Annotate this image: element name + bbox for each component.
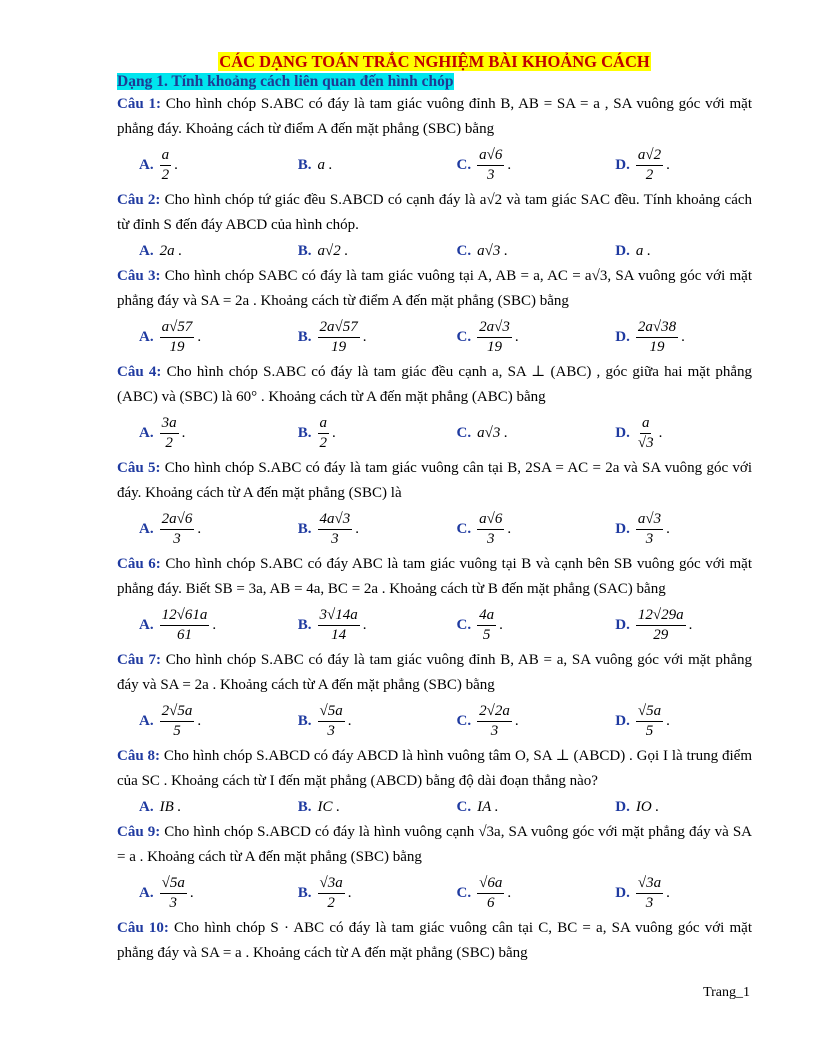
option-letter: D. [615, 884, 630, 901]
fraction [160, 414, 179, 453]
answer-option[interactable] [593, 318, 752, 357]
page-title: CÁC DẠNG TOÁN TRẮC NGHIỆM BÀI KHOẢNG CÁCH [219, 52, 650, 71]
answer-option[interactable] [593, 874, 752, 913]
fraction [318, 318, 360, 357]
answer-option[interactable] [593, 702, 752, 741]
period: . [332, 424, 336, 441]
period: . [181, 424, 186, 441]
answer-options [117, 410, 752, 456]
answer-options [117, 314, 752, 360]
numerator: a√6 [477, 146, 504, 166]
option-letter: A. [139, 520, 154, 537]
fraction [318, 874, 345, 913]
denominator: 3 [173, 530, 181, 547]
numerator: √5a [160, 874, 187, 894]
numerator: 2√5a [160, 702, 195, 722]
answer-option[interactable] [117, 606, 276, 645]
period: . [197, 328, 202, 345]
question-block [117, 360, 752, 456]
option-letter: A. [139, 884, 154, 901]
numerator: √3a [318, 874, 345, 894]
period: . [507, 884, 512, 901]
question-block [117, 648, 752, 744]
answer-option[interactable] [117, 414, 276, 453]
question-body: Cho hình chóp S.ABC có đáy là tam giác đều cạnh a, SA ⊥ (ABC) , góc giữa hai mặt phẳng (ABC) và (SBC) là 60° . Khoảng cách từ A đến mặt phẳng (ABC) bằng [117, 364, 753, 405]
option-letter: D. [615, 520, 630, 537]
question-block [117, 744, 752, 820]
option-value: a . [635, 242, 651, 259]
numerator: a√2 [636, 146, 663, 166]
option-letter: B. [297, 798, 312, 815]
period: . [514, 712, 519, 729]
answer-option[interactable] [435, 243, 594, 260]
period: . [666, 520, 670, 537]
numerator: 2√2a [477, 702, 512, 722]
fraction [160, 874, 187, 913]
option-letter: B. [297, 242, 312, 259]
fraction [160, 318, 195, 357]
option-letter: A. [139, 712, 154, 729]
question-label: Câu 1: [117, 96, 161, 112]
answer-option[interactable] [276, 318, 435, 357]
denominator: 29 [653, 626, 669, 643]
fraction [477, 510, 504, 549]
option-letter: C. [456, 520, 472, 537]
numerator: 4a [477, 606, 496, 626]
option-letter: D. [615, 712, 630, 729]
answer-option[interactable] [117, 243, 276, 260]
question-block [117, 92, 752, 188]
answer-options [117, 698, 752, 744]
period: . [507, 156, 512, 173]
period: . [362, 328, 367, 345]
option-value: a√3 . [477, 424, 508, 441]
option-letter: B. [297, 616, 312, 633]
denominator: 2 [161, 166, 170, 183]
fraction [477, 702, 512, 741]
fraction [477, 146, 504, 185]
answer-option[interactable] [435, 874, 594, 913]
option-letter: C. [456, 616, 472, 633]
numerator: a [640, 414, 652, 434]
question-body: Cho hình chóp SABC có đáy là tam giác vuông tại A, AB = a, AC = a√3, SA vuông góc với mặt phẳng đáy và SA = 2a . Khoảng cách từ điểm A đến mặt phẳng (SBC) bằng [117, 268, 752, 309]
period: . [197, 520, 202, 537]
fraction [636, 318, 678, 357]
fraction [318, 702, 345, 741]
answer-option[interactable] [593, 510, 752, 549]
answer-option[interactable] [276, 874, 435, 913]
question-body: Cho hình chóp S.ABCD có đáy ABCD là hình vuông tâm O, SA ⊥ (ABCD) . Gọi I là trung điểm của SC . Khoảng cách từ I đến mặt phẳng (ABCD) bằng độ dài đoạn thẳng nào? [117, 748, 753, 789]
period: . [174, 156, 178, 173]
denominator: 5 [645, 722, 654, 739]
question-text [117, 188, 752, 238]
question-text [117, 648, 752, 698]
denominator: 2 [319, 434, 328, 451]
fraction [160, 606, 210, 645]
period: . [666, 156, 670, 173]
answer-options [117, 238, 752, 264]
period: . [681, 328, 685, 345]
question-label: Câu 4: [117, 364, 162, 380]
numerator: √6a [477, 874, 504, 894]
denominator: 14 [331, 626, 347, 643]
fraction [160, 510, 195, 549]
fraction [636, 414, 656, 453]
fraction [636, 146, 663, 185]
numerator: 3a [160, 414, 179, 434]
fraction [318, 414, 330, 453]
numerator: a [160, 146, 172, 166]
option-letter: C. [456, 424, 472, 441]
question-label: Câu 5: [117, 460, 161, 476]
answer-option[interactable] [117, 510, 276, 549]
period: . [514, 328, 519, 345]
denominator: 2 [165, 434, 173, 451]
answer-option[interactable] [435, 702, 594, 741]
numerator: 2a√57 [318, 318, 360, 338]
option-letter: A. [139, 156, 154, 173]
question-text [117, 456, 752, 506]
answer-option[interactable] [276, 510, 435, 549]
numerator: 2a√6 [160, 510, 195, 530]
question-label: Câu 3: [117, 268, 161, 284]
answer-options [117, 870, 752, 916]
denominator: 3 [331, 530, 339, 547]
option-value: IB . [159, 798, 182, 815]
denominator: 3 [490, 722, 499, 739]
denominator: 2 [645, 166, 654, 183]
denominator: 3 [645, 894, 654, 911]
option-letter: B. [297, 884, 312, 901]
numerator: 2a√38 [636, 318, 678, 338]
period: . [355, 520, 359, 537]
answer-option[interactable] [276, 702, 435, 741]
option-letter: D. [615, 798, 630, 815]
option-letter: C. [456, 328, 472, 345]
option-letter: A. [139, 242, 154, 259]
answer-option[interactable] [593, 799, 752, 816]
option-value: IA . [477, 798, 499, 815]
question-body: Cho hình chóp S · ABC có đáy là tam giác vuông cân tại C, BC = a, SA vuông góc với mặt phẳng đáy và SA = a . Khoảng cách từ A đến mặt phẳng (SBC) bằng [117, 920, 752, 961]
denominator: 5 [173, 722, 181, 739]
answer-option[interactable] [435, 606, 594, 645]
option-value: a√3 . [477, 242, 508, 259]
question-block [117, 188, 752, 264]
question-text [117, 92, 752, 142]
question-block [117, 264, 752, 360]
answer-option[interactable] [117, 318, 276, 357]
question-body: Cho hình chóp S.ABC có đáy ABC là tam giác vuông tại B và cạnh bên SB vuông góc với mặt phẳng đáy. Biết SB = 3a, AB = 4a, BC = 2a . Khoảng cách từ B đến mặt phẳng (SAC) bằng [117, 556, 752, 597]
question-body: Cho hình chóp S.ABCD có đáy là hình vuông cạnh √3a, SA vuông góc với mặt phẳng đáy và SA = a . Khoảng cách từ A đến mặt phẳng (SBC) bằng [117, 824, 753, 865]
denominator: 3 [169, 894, 177, 911]
option-letter: D. [615, 242, 630, 259]
section-heading: Dạng 1. Tính khoảng cách liên quan đến hình chóp [117, 73, 454, 90]
page-footer: Trang_1 [703, 985, 750, 1000]
option-letter: C. [456, 156, 472, 173]
question-block [117, 456, 752, 552]
option-letter: C. [456, 712, 472, 729]
period: . [347, 712, 352, 729]
denominator: 3 [645, 530, 654, 547]
option-letter: A. [139, 616, 154, 633]
answer-option[interactable] [117, 702, 276, 741]
numerator: 4a√3 [318, 510, 353, 530]
option-letter: B. [297, 156, 312, 173]
question-label: Câu 9: [117, 824, 161, 840]
question-body: Cho hình chóp S.ABC có đáy là tam giác vuông đỉnh B, AB = a, SA vuông góc với mặt phẳng đáy và SA = 2a . Khoảng cách từ A đến mặt phẳng (SBC) bằng [117, 652, 753, 693]
option-value: IO . [635, 798, 660, 815]
answer-options [117, 506, 752, 552]
answer-options [117, 602, 752, 648]
answer-option[interactable] [593, 606, 752, 645]
question-label: Câu 7: [117, 652, 161, 668]
denominator: 3 [486, 166, 495, 183]
option-value: IC . [317, 798, 341, 815]
numerator: √5a [318, 702, 345, 722]
numerator: a√3 [636, 510, 663, 530]
answer-option[interactable] [593, 414, 752, 453]
fraction [477, 874, 504, 913]
answer-options [117, 142, 752, 188]
option-letter: A. [139, 424, 154, 441]
option-letter: A. [139, 328, 154, 345]
option-letter: B. [297, 520, 312, 537]
question-body: Cho hình chóp tứ giác đều S.ABCD có cạnh đáy là a√2 và tam giác SAC đều. Tính khoảng cách từ đỉnh S đến đáy ABCD của hình chóp. [117, 192, 753, 233]
answer-option[interactable] [276, 157, 435, 174]
period: . [499, 616, 503, 633]
option-letter: D. [615, 156, 630, 173]
denominator: 19 [486, 338, 502, 355]
question-text [117, 360, 752, 410]
option-letter: D. [615, 328, 630, 345]
question-text [117, 916, 752, 966]
fraction [636, 702, 663, 741]
question-text [117, 820, 752, 870]
numerator: √3a [636, 874, 663, 894]
option-letter: A. [139, 798, 154, 815]
question-list [117, 92, 752, 966]
answer-option[interactable] [435, 799, 594, 816]
option-letter: C. [456, 884, 472, 901]
question-block [117, 820, 752, 916]
denominator: 19 [331, 338, 347, 355]
numerator: 12√29a [636, 606, 686, 626]
option-value: 2a . [159, 242, 183, 259]
answer-option[interactable] [276, 606, 435, 645]
question-body: Cho hình chóp S.ABC có đáy là tam giác vuông đỉnh B, AB = SA = a , SA vuông góc với mặt phẳng đáy. Khoảng cách từ điểm A đến mặt phẳng (SBC) bằng [117, 96, 752, 137]
question-body: Cho hình chóp S.ABC có đáy là tam giác vuông cân tại B, 2SA = AC = 2a và SA vuông góc với đáy. Khoảng cách từ A đến mặt phẳng (SBC) là [117, 460, 753, 501]
numerator: a√57 [160, 318, 195, 338]
answer-option[interactable] [276, 243, 435, 260]
answer-option[interactable] [276, 799, 435, 816]
answer-options [117, 794, 752, 820]
answer-option[interactable] [435, 318, 594, 357]
denominator: 61 [176, 626, 192, 643]
question-label: Câu 10: [117, 920, 169, 936]
fraction [636, 510, 663, 549]
option-value: a . [317, 156, 333, 173]
period: . [688, 616, 693, 633]
denominator: √3 [637, 434, 654, 451]
answer-option[interactable] [593, 243, 752, 260]
numerator: a [318, 414, 330, 434]
fraction [636, 606, 686, 645]
option-letter: D. [615, 424, 630, 441]
period: . [347, 884, 352, 901]
denominator: 19 [169, 338, 185, 355]
period: . [212, 616, 217, 633]
period: . [507, 520, 512, 537]
question-block [117, 552, 752, 648]
option-letter: C. [456, 798, 472, 815]
question-block [117, 916, 752, 966]
numerator: 2a√3 [477, 318, 512, 338]
question-label: Câu 6: [117, 556, 161, 572]
period: . [197, 712, 202, 729]
answer-option[interactable] [276, 414, 435, 453]
denominator: 5 [482, 626, 491, 643]
option-letter: B. [297, 712, 312, 729]
period: . [666, 712, 670, 729]
period: . [189, 884, 194, 901]
question-text [117, 264, 752, 314]
question-label: Câu 2: [117, 192, 161, 208]
answer-option[interactable] [435, 146, 594, 185]
document-page [117, 52, 752, 966]
fraction [477, 318, 512, 357]
option-letter: C. [456, 242, 472, 259]
question-label: Câu 8: [117, 748, 161, 764]
question-text [117, 552, 752, 602]
option-letter: B. [297, 424, 312, 441]
period: . [658, 424, 663, 441]
period: . [362, 616, 367, 633]
numerator: 12√61a [160, 606, 210, 626]
question-text [117, 744, 752, 794]
option-letter: B. [297, 328, 312, 345]
answer-option[interactable] [593, 146, 752, 185]
answer-option[interactable] [117, 799, 276, 816]
answer-option[interactable] [435, 510, 594, 549]
numerator: a√6 [477, 510, 504, 530]
fraction [160, 146, 172, 185]
denominator: 2 [327, 894, 335, 911]
fraction [636, 874, 663, 913]
fraction [318, 510, 353, 549]
answer-option[interactable] [117, 874, 276, 913]
denominator: 3 [327, 722, 335, 739]
answer-option[interactable] [435, 425, 594, 442]
denominator: 3 [486, 530, 495, 547]
numerator: 3√14a [318, 606, 360, 626]
numerator: √5a [636, 702, 663, 722]
option-value: a√2 . [317, 242, 349, 259]
fraction [318, 606, 360, 645]
fraction [160, 702, 195, 741]
denominator: 19 [649, 338, 665, 355]
fraction [477, 606, 496, 645]
answer-option[interactable] [117, 146, 276, 185]
period: . [666, 884, 670, 901]
option-letter: D. [615, 616, 630, 633]
denominator: 6 [486, 894, 495, 911]
